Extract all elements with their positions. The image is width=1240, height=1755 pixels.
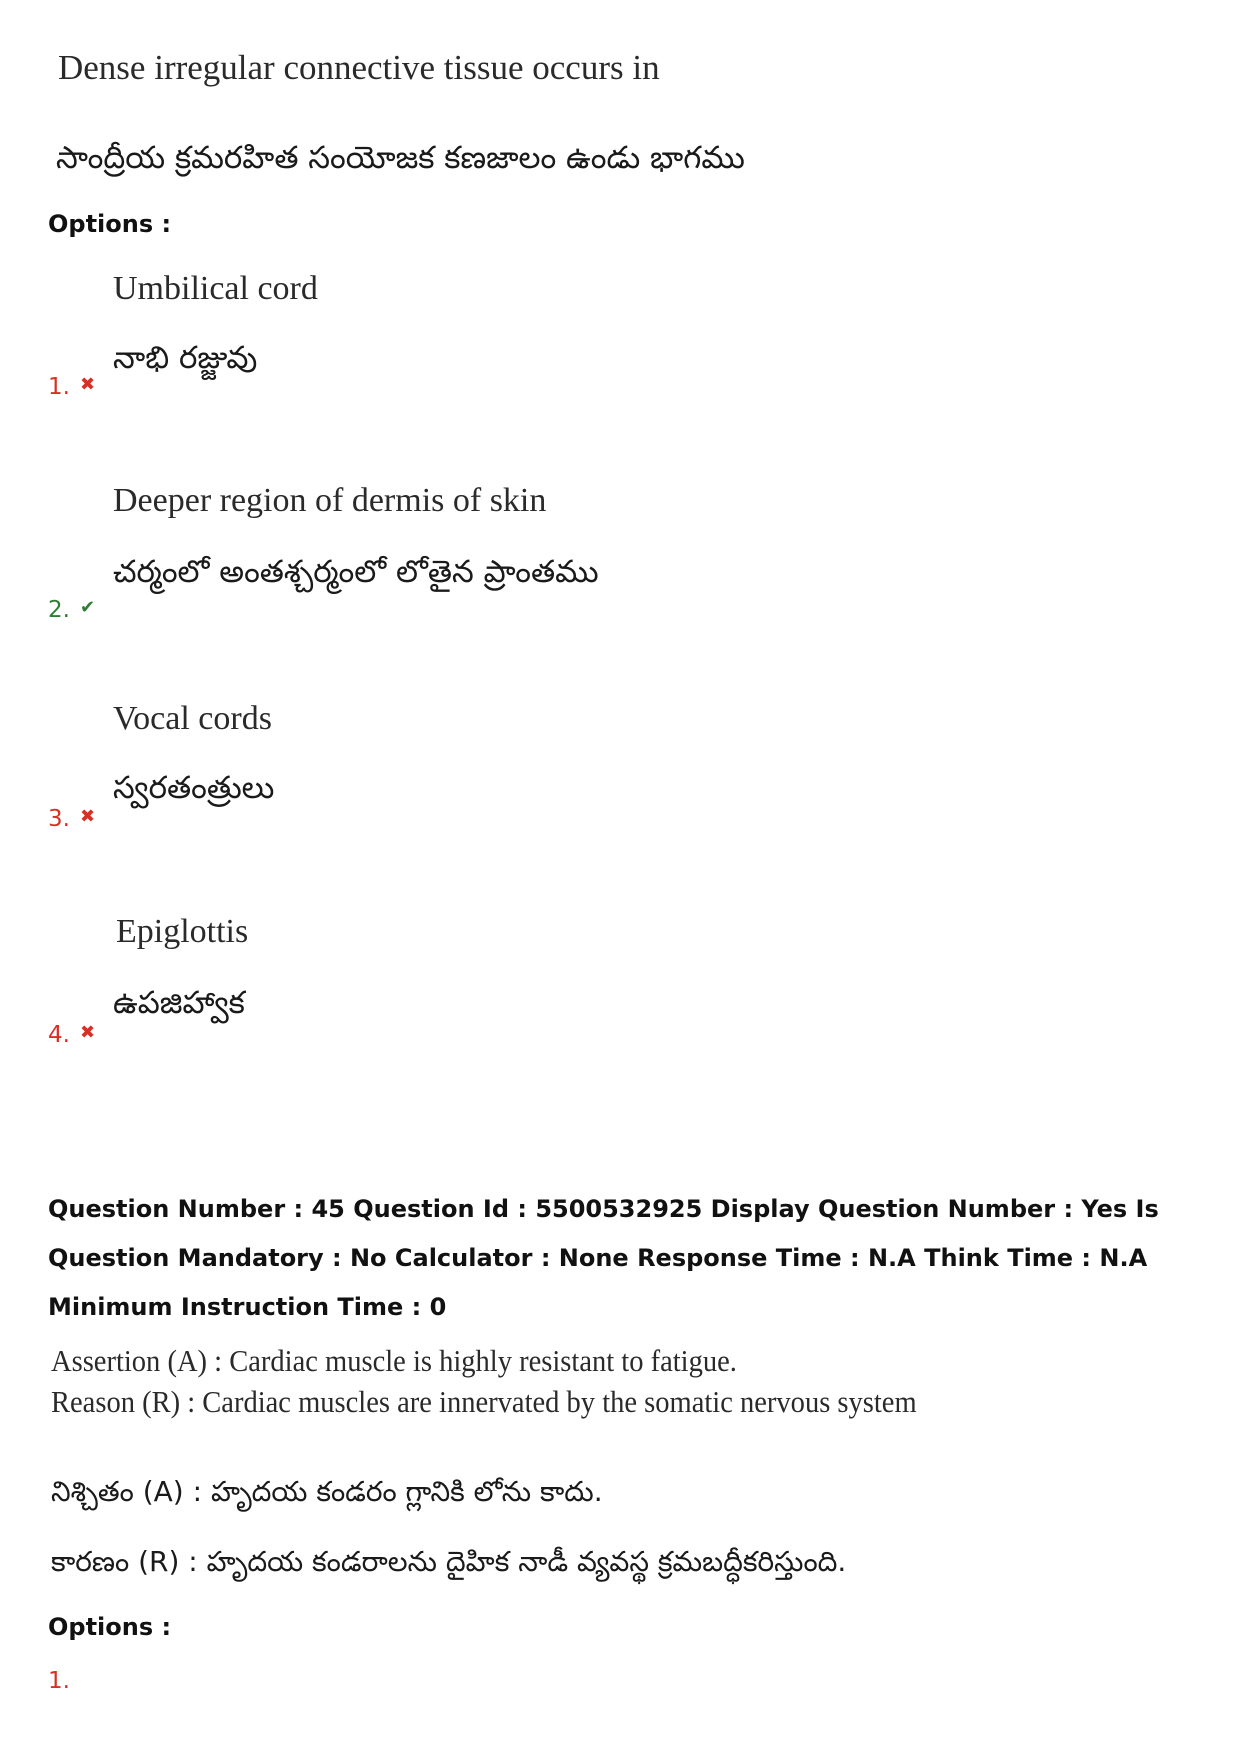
option-1-number <box>48 374 95 400</box>
option-4-text-en: Epiglottis <box>116 913 249 950</box>
reason-text-en: Reason (R) : Cardiac muscles are innervated by the somatic nervous system <box>51 1384 917 1419</box>
option-4-number-label: 4. <box>48 1022 70 1048</box>
assertion-text-en: Assertion (A) : Cardiac muscle is highly resistant to fatigue. <box>51 1343 737 1378</box>
reason-text-te: కారణం (R) : హృదయ కండరాలను దైహిక నాడీ వ్యవస్థ క్రమబద్ధీకరిస్తుంది. <box>51 1545 847 1578</box>
check-icon: ✔ <box>79 597 96 618</box>
option-3-text-te: స్వరతంత్రులు <box>113 770 275 806</box>
assertion-text-te: నిశ్చితం (A) : హృదయ కండరం గ్లానికి లోను కాదు. <box>51 1475 603 1508</box>
option-1-number: 1. <box>48 1668 70 1694</box>
option-2-number <box>48 597 95 623</box>
question-text-te: సాంద్రీయ క్రమరహిత సంయోజక కణజాలం ఉండు భాగము <box>56 140 745 176</box>
option-1-text-te: నాభి రజ్జువు <box>113 340 258 376</box>
option-3-number <box>48 806 95 832</box>
option-2-number-label: 2. <box>48 597 70 623</box>
cross-icon: ✖ <box>79 374 96 395</box>
option-4-number <box>48 1022 95 1048</box>
options-label: Options : <box>48 210 172 238</box>
options-label: Options : <box>48 1613 172 1641</box>
option-4-text-te: ఉపజిహ్వాక <box>113 985 245 1021</box>
cross-icon: ✖ <box>79 806 96 827</box>
option-1-text-en: Umbilical cord <box>113 270 318 307</box>
question-meta: Question Number : 45 Question Id : 5500532925 Display Question Number : Yes Is Question Mandatory : No Calculator : None Response Time : N.A Think Time : N.A Minimum Instruction Time : 0 <box>48 1195 1159 1321</box>
option-2-text-te: చర్మంలో అంతశ్చర్మంలో లోతైన ప్రాంతము <box>113 554 599 590</box>
question-text-en: Dense irregular connective tissue occurs in <box>58 48 660 87</box>
option-1-number-label: 1. <box>48 374 70 400</box>
option-3-number-label: 3. <box>48 806 70 832</box>
cross-icon: ✖ <box>79 1022 96 1043</box>
option-3-text-en: Vocal cords <box>113 700 272 737</box>
option-2-text-en: Deeper region of dermis of skin <box>113 482 547 519</box>
